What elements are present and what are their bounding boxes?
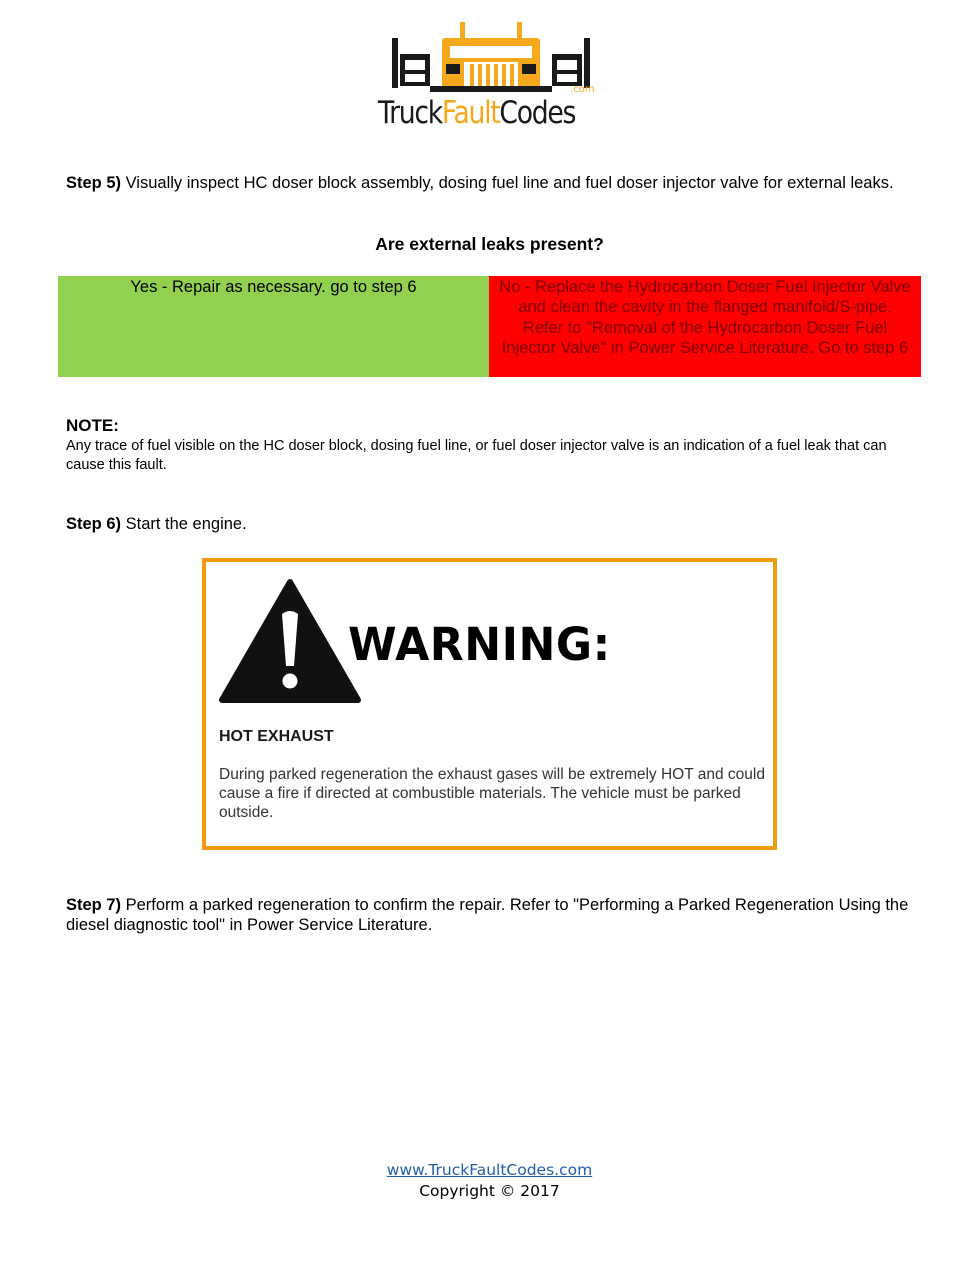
step-5-label: Step 5) [66, 174, 122, 192]
note-title: NOTE: [66, 416, 119, 435]
warning-body: During parked regeneration the exhaust gases will be extremely HOT and could cause a fire if directed at combustible materials. The vehicle must be parked outside. [219, 766, 765, 821]
copyright-text: Copyright © 2017 [419, 1182, 560, 1200]
answer-table [58, 276, 921, 377]
logo-wordmark: TruckFaultCodes [378, 95, 576, 131]
footer [0, 1160, 979, 1202]
warning-title: WARNING: [348, 618, 611, 671]
step-7-text: Perform a parked regeneration to confirm the repair. Refer to "Performing a Parked Regeneration Using the diesel diagnostic tool" in Power Service Literature. [66, 896, 909, 934]
yes-answer-cell: Yes - Repair as necessary. go to step 6 [58, 276, 489, 377]
no-answer-cell: No - Replace the Hydrocarbon Doser Fuel Injector Valve and clean the cavity in the flanged manifold/S-pipe. Refer to "Removal of the Hydrocarbon Doser Fuel Injector Valve" in Power Service Literature. Go to step 6 [489, 276, 921, 377]
step-5 [66, 173, 916, 193]
warning-box [202, 558, 777, 850]
site-logo [378, 20, 604, 131]
step-6-label: Step 6) [66, 515, 122, 533]
footer-link[interactable]: www.TruckFaultCodes.com [386, 1161, 593, 1179]
warning-triangle-icon [218, 578, 362, 706]
step-7 [66, 895, 916, 935]
warning-subtitle: HOT EXHAUST [219, 728, 334, 745]
step-6 [66, 514, 916, 534]
step-6-text: Start the engine. [121, 515, 247, 533]
step-5-text: Visually inspect HC doser block assembly, dosing fuel line and fuel doser injector valve for external leaks. [121, 174, 894, 192]
logo-suffix: .com [570, 84, 595, 95]
decision-question: Are external leaks present? [375, 234, 604, 254]
note-text: Any trace of fuel visible on the HC doser block, dosing fuel line, or fuel doser injector valve is an indication of a fuel leak that can cause this fault. [66, 438, 887, 473]
step-7-label: Step 7) [66, 896, 122, 914]
